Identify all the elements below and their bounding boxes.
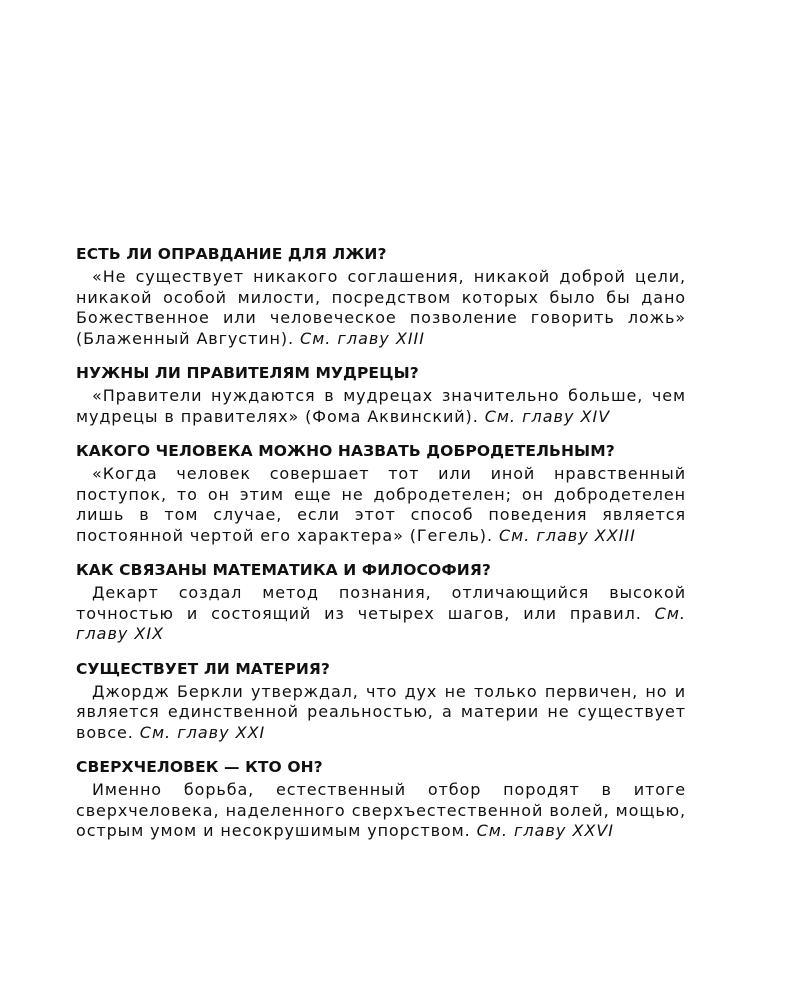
entry-superman (76, 756, 686, 842)
entry-heading: СВЕРХЧЕЛОВЕК — КТО ОН? (76, 758, 323, 776)
chapter-reference: См. главу XIII (300, 328, 425, 348)
entry-paragraph (76, 464, 686, 546)
entry-text: «Не существует никакого соглашения, никакой доброй цели, никакой особой милости, посредством которых было бы дано Божественное или человеческое позволение говорить ложь» (Блаженный Августин). (76, 267, 686, 348)
chapter-reference: См. главу XXVI (476, 821, 614, 840)
chapter-reference: См. главу XIV (484, 406, 611, 426)
entry-text: «Правители нуждаются в мудрецах значительно больше, чем мудрецы в правителях» (Фома Аквинский). (76, 386, 686, 426)
entry-virtuous-person (76, 440, 686, 546)
entry-heading: НУЖНЫ ЛИ ПРАВИТЕЛЯМ МУДРЕЦЫ? (76, 364, 419, 382)
entry-text: Декарт создал метод познания, отличающийся высокой точностью и состоящий из четырех шагов, или правил. (76, 583, 686, 623)
entry-matter-exists (76, 658, 686, 744)
chapter-reference: См. главу XXIII (498, 525, 636, 545)
chapter-reference: См. главу XXI (139, 722, 266, 742)
chapter-reference: См. главу XIX (76, 603, 686, 643)
entry-text: «Когда человек совершает тот или иной нравственный поступок, то он этим еще не добродетелен; он добродетелен лишь в том случае, если этот способ поведения является постоянной чертой его характера» (Гегель). (76, 464, 686, 545)
entry-text: Джордж Беркли утверждал, что дух не только первичен, но и является единственной реальностью, а материи не существует вовсе. (76, 681, 686, 742)
entry-math-philosophy (76, 559, 686, 645)
entry-heading: СУЩЕСТВУЕТ ЛИ МАТЕРИЯ? (76, 659, 331, 678)
entry-lie-justification (76, 243, 686, 349)
entry-paragraph (76, 386, 686, 427)
entry-paragraph (76, 267, 686, 349)
entry-heading: КАК СВЯЗАНЫ МАТЕМАТИКА И ФИЛОСОФИЯ? (76, 561, 491, 579)
entry-paragraph (76, 583, 686, 645)
entry-paragraph (76, 780, 686, 842)
page-content (76, 243, 686, 855)
entry-text: Именно борьба, естественный отбор породят в итоге сверхчеловека, наделенного сверхъестественной волей, мощью, острым умом и несокрушимым упорством. (76, 780, 686, 840)
entry-rulers-sages (76, 362, 686, 427)
entry-heading: ЕСТЬ ЛИ ОПРАВДАНИЕ ДЛЯ ЛЖИ? (76, 245, 387, 263)
entry-paragraph (76, 682, 686, 744)
entry-heading: КАКОГО ЧЕЛОВЕКА МОЖНО НАЗВАТЬ ДОБРОДЕТЕЛЬНЫМ? (76, 442, 615, 460)
